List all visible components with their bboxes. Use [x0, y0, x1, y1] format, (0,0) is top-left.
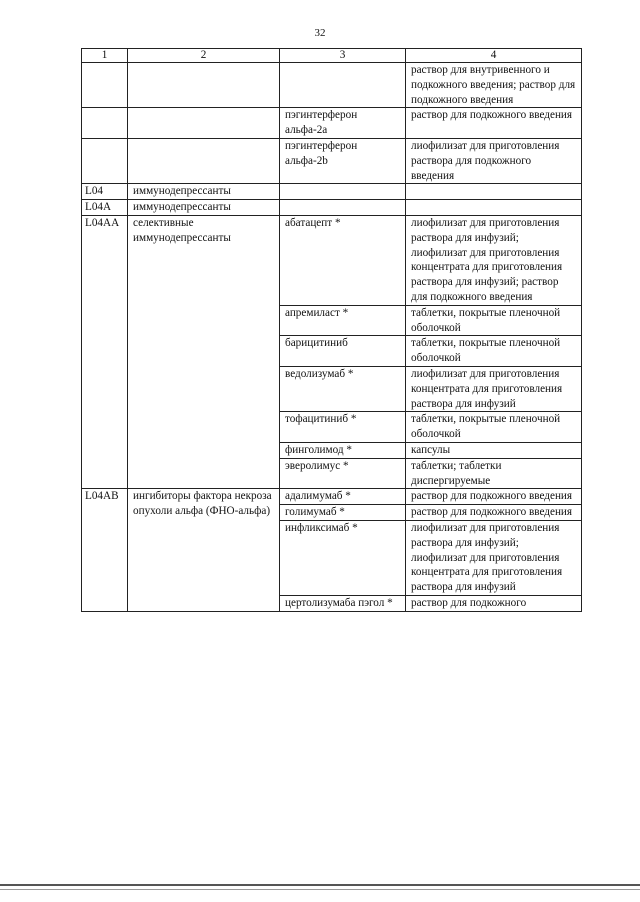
drug-cell: финголимод *: [280, 442, 406, 458]
dosage-form-cell: таблетки, покрытые пленочной оболочкой: [406, 412, 582, 443]
table-header-row: [82, 49, 582, 63]
dosage-form-cell: таблетки, покрытые пленочной оболочкой: [406, 305, 582, 336]
dosage-form-cell: лиофилизат для приготовления раствора для инфузий; лиофилизат для приготовления концентрата для приготовления раствора для инфузий: [406, 520, 582, 595]
drug-cell: эверолимус *: [280, 458, 406, 489]
column-header-3: 3: [280, 49, 406, 63]
drug-cell: инфликсимаб *: [280, 520, 406, 595]
drug-cell: ведолизумаб *: [280, 366, 406, 411]
table-row: [82, 215, 582, 305]
table-row: [82, 200, 582, 216]
group-cell: [128, 63, 280, 108]
atc-code-cell: L04A: [82, 200, 128, 216]
drug-cell: цертолизумаба пэгол *: [280, 595, 406, 611]
dosage-form-cell: [406, 184, 582, 200]
drug-cell: пэгинтерферон альфа-2a: [280, 108, 406, 139]
group-cell: [128, 138, 280, 183]
column-header-4: 4: [406, 49, 582, 63]
dosage-form-cell: раствор для подкожного введения: [406, 505, 582, 521]
table-row: [82, 138, 582, 183]
scan-edge-line: [0, 889, 640, 890]
drug-cell: пэгинтерферон альфа-2b: [280, 138, 406, 183]
drug-cell: [280, 184, 406, 200]
atc-code-cell: [82, 138, 128, 183]
column-header-2: 2: [128, 49, 280, 63]
table-row: [82, 63, 582, 108]
dosage-form-cell: капсулы: [406, 442, 582, 458]
group-cell: ингибиторы фактора некроза опухоли альфа (ФНО-альфа): [128, 489, 280, 611]
drug-cell: адалимумаб *: [280, 489, 406, 505]
dosage-form-cell: таблетки; таблетки диспергируемые: [406, 458, 582, 489]
table-row: [82, 489, 582, 505]
drug-cell: абатацепт *: [280, 215, 406, 305]
atc-code-cell: L04AB: [82, 489, 128, 611]
atc-code-cell: [82, 63, 128, 108]
table-row: [82, 184, 582, 200]
page-number: 32: [314, 27, 326, 39]
dosage-form-cell: раствор для подкожного введения: [406, 108, 582, 139]
dosage-form-cell: раствор для внутривенного и подкожного введения; раствор для подкожного введения: [406, 63, 582, 108]
dosage-form-cell: лиофилизат для приготовления раствора для подкожного введения: [406, 138, 582, 183]
dosage-form-cell: таблетки, покрытые пленочной оболочкой: [406, 336, 582, 367]
drug-cell: апремиласт *: [280, 305, 406, 336]
atc-code-cell: L04: [82, 184, 128, 200]
dosage-form-cell: лиофилизат для приготовления раствора для инфузий; лиофилизат для приготовления концентрата для приготовления раствора для инфузий; раствор для подкожного введения: [406, 215, 582, 305]
group-cell: [128, 108, 280, 139]
drug-cell: голимумаб *: [280, 505, 406, 521]
dosage-form-cell: [406, 200, 582, 216]
drug-table: [81, 48, 582, 612]
dosage-form-cell: раствор для подкожного введения: [406, 489, 582, 505]
scan-edge-line: [0, 884, 640, 886]
group-cell: селективные иммунодепрессанты: [128, 215, 280, 488]
drug-cell: [280, 200, 406, 216]
table-row: [82, 108, 582, 139]
column-header-1: 1: [82, 49, 128, 63]
drug-cell: [280, 63, 406, 108]
drug-cell: барицитиниб: [280, 336, 406, 367]
dosage-form-cell: лиофилизат для приготовления концентрата для приготовления раствора для инфузий: [406, 366, 582, 411]
group-cell: иммунодепрессанты: [128, 200, 280, 216]
atc-code-cell: L04AA: [82, 215, 128, 488]
dosage-form-cell: раствор для подкожного: [406, 595, 582, 611]
atc-code-cell: [82, 108, 128, 139]
group-cell: иммунодепрессанты: [128, 184, 280, 200]
drug-cell: тофацитиниб *: [280, 412, 406, 443]
